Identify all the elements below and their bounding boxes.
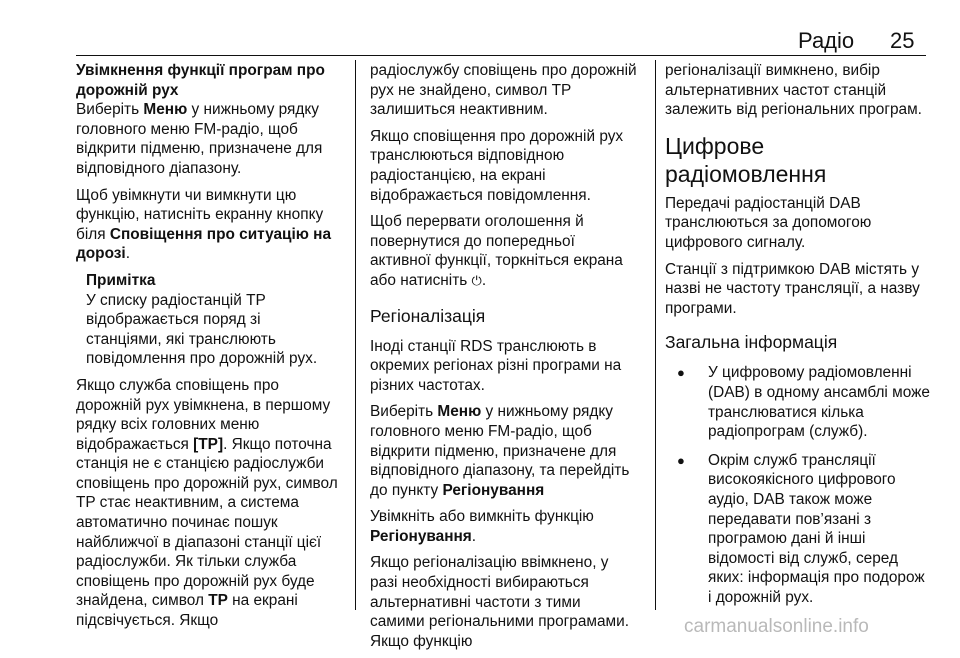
paragraph: Якщо служба сповіщень про дорожній рух увімкнена, в першому рядку всіх головних меню відображається [TP]. Якщо поточна станція не є станцією радіослужби сповіщень про дорожній рух, символ TP стає неактивним, а система автоматично починає пошук найближчої в діапазоні станції цієї радіослужби. Як тільки служба сповіщень про дорожній рух буде знайдена, символ TP на екрані підсвічується. Якщо xyxy=(76,376,338,630)
traffic-program-heading: Увімкнення функції програм про дорожній рух xyxy=(76,62,325,99)
note-title: Примітка xyxy=(86,271,156,289)
column-3 xyxy=(665,61,930,616)
paragraph: Виберіть Меню у нижньому рядку головного меню FM-радіо, щоб відкрити підменю, призначене для відповідного діапазону. xyxy=(76,101,323,177)
power-icon: ⏻ xyxy=(471,273,482,289)
paragraph: Щоб увімкнути чи вимкнути цю функцію, натисніть екранну кнопку біля Сповіщення про ситуацію на дорозі. xyxy=(76,186,332,263)
digital-radio-heading: Цифрове радіомовлення xyxy=(665,132,827,187)
list-item: ● У цифровому радіомовленні (DAB) в одному ансамблі може транслюватися кілька радіопрограм (служб). xyxy=(677,364,930,441)
column-1 xyxy=(76,61,348,638)
paragraph: Виберіть Меню у нижньому рядку головного меню FM-радіо, щоб відкрити підменю, призначене для відповідного діапазону, та перейдіть до пункту Регіонування xyxy=(370,403,630,499)
column-divider-2 xyxy=(655,60,656,610)
page-header xyxy=(0,0,960,58)
watermark: carmanualsonline.info xyxy=(684,616,869,637)
paragraph: Якщо регіоналізацію ввімкнено, у разі необхідності вибираються альтернативні частоти з тими самими регіональними програмами. Якщо функцію xyxy=(370,554,629,650)
list-item: ● Окрім служб трансляції високоякісного цифрового аудіо, DAB також може передавати пов’язані з програмою дані й інші відомості від служб, серед яких: інформація про подорож і дорожній рух. xyxy=(677,451,925,606)
paragraph: Іноді станції RDS транслюють в окремих регіонах різні програми на різних частотах. xyxy=(370,337,622,394)
paragraph: Якщо сповіщення про дорожній рух транслюються відповідною радіостанцією, на екрані відображається повідомлення. xyxy=(370,127,624,204)
bullet-icon: ● xyxy=(677,365,685,381)
column-divider-1 xyxy=(355,60,356,610)
section-title: Радіо xyxy=(798,28,855,53)
paragraph: радіослужбу сповіщень про дорожній рух не знайдено, символ TP залишиться неактивним. xyxy=(370,62,637,119)
paragraph: Передачі радіостанцій DAB транслюються за допомогою цифрового сигналу. xyxy=(665,194,872,251)
regionalization-heading: Регіоналізація xyxy=(370,305,486,326)
general-info-heading: Загальна інформація xyxy=(665,332,838,353)
header-rule xyxy=(76,55,926,56)
paragraph: Щоб перервати оголошення й повернутися до попередньої активної функції, торкніться екрана або натисніть ⏻. xyxy=(370,213,623,289)
column-2 xyxy=(370,61,638,658)
note-box: Примітка У списку радіостанцій TP відображається поряд зі станціями, які транслюють повідомлення про дорожній рух. xyxy=(76,271,348,369)
paragraph: Увімкніть або вимкніть функцію Регіонування. xyxy=(370,508,594,545)
paragraph: Станції з підтримкою DAB містять у назві не частоту трансляції, а назву програми. xyxy=(665,260,920,317)
paragraph: регіоналізації вимкнено, вибір альтернативних частот станцій залежить від регіональних програм. xyxy=(665,62,922,119)
page-number: 25 xyxy=(890,28,915,53)
bullet-list xyxy=(665,363,930,607)
bullet-icon: ● xyxy=(677,452,685,468)
